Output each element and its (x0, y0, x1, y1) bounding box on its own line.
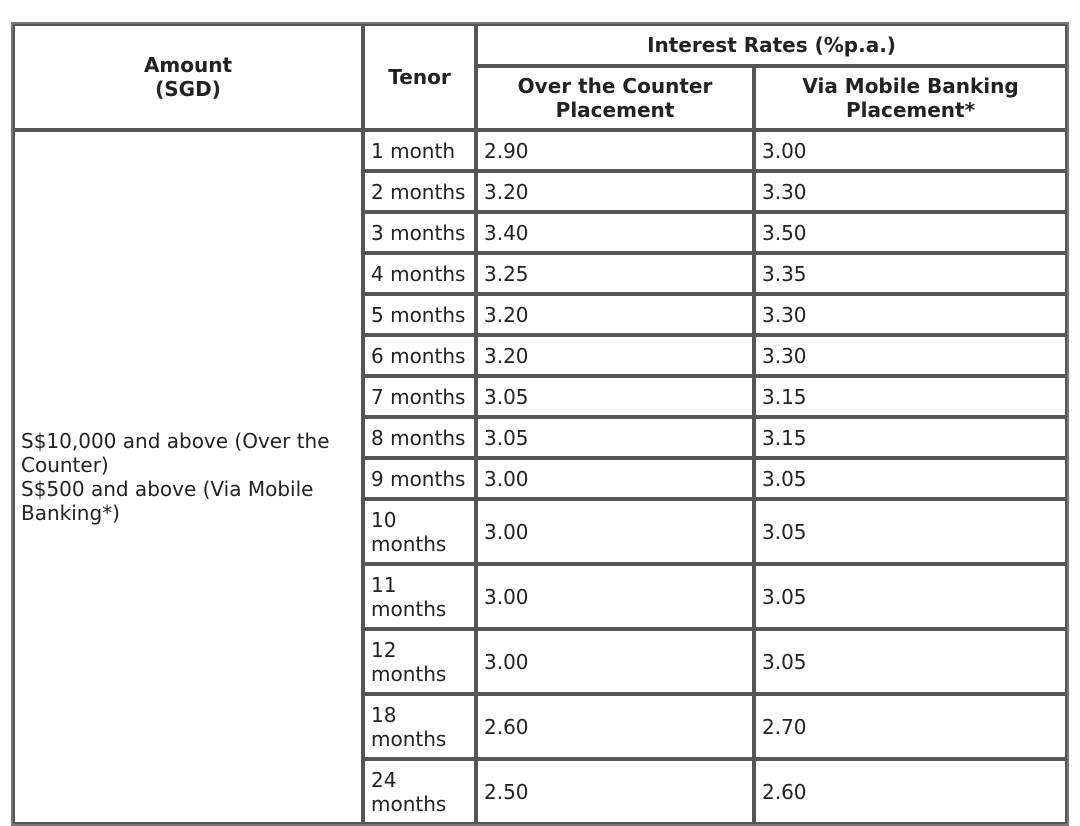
otc-rate-cell: 2.50 (476, 759, 754, 824)
tenor-header: Tenor (363, 24, 476, 130)
amount-header (13, 24, 363, 130)
mobile-rate-cell: 3.05 (754, 499, 1067, 564)
mobile-rate-cell: 3.05 (754, 629, 1067, 694)
otc-rate-cell: 3.05 (476, 417, 754, 458)
mobile-rate-cell: 3.15 (754, 417, 1067, 458)
rates-table-container (11, 22, 1065, 826)
amount-line: S$500 and above (Via Mobile Banking*) (21, 477, 314, 525)
interest-rates-table (11, 22, 1069, 826)
otc-rate-cell: 3.00 (476, 499, 754, 564)
otc-rate-cell: 3.00 (476, 564, 754, 629)
mobile-rate-cell: 3.30 (754, 294, 1067, 335)
amount-line: S$10,000 and above (Over the Counter) (21, 429, 330, 477)
tenor-cell: 12 months (363, 629, 476, 694)
otc-rate-cell: 3.40 (476, 212, 754, 253)
mobile-rate-cell: 3.00 (754, 130, 1067, 171)
mobile-rate-cell: 2.70 (754, 694, 1067, 759)
tenor-cell: 6 months (363, 335, 476, 376)
tenor-cell: 9 months (363, 458, 476, 499)
otc-rate-cell: 3.20 (476, 171, 754, 212)
tenor-cell: 7 months (363, 376, 476, 417)
tenor-cell: 4 months (363, 253, 476, 294)
table-body (13, 130, 1067, 824)
otc-rate-cell: 3.20 (476, 294, 754, 335)
amount-header-line1: Amount (143, 53, 233, 77)
otc-rate-cell: 2.60 (476, 694, 754, 759)
mobile-header: Via Mobile Banking Placement* (754, 66, 1067, 130)
tenor-cell: 8 months (363, 417, 476, 458)
amount-cell (13, 130, 363, 824)
mobile-rate-cell: 3.30 (754, 335, 1067, 376)
tenor-cell: 10 months (363, 499, 476, 564)
tenor-cell: 2 months (363, 171, 476, 212)
mobile-rate-cell: 3.35 (754, 253, 1067, 294)
table-row (13, 130, 1067, 171)
mobile-rate-cell: 3.30 (754, 171, 1067, 212)
mobile-rate-cell: 2.60 (754, 759, 1067, 824)
mobile-rate-cell: 3.05 (754, 564, 1067, 629)
mobile-rate-cell: 3.05 (754, 458, 1067, 499)
header-row (13, 24, 1067, 66)
tenor-cell: 11 months (363, 564, 476, 629)
tenor-cell: 24 months (363, 759, 476, 824)
mobile-rate-cell: 3.15 (754, 376, 1067, 417)
otc-header: Over the Counter Placement (476, 66, 754, 130)
mobile-rate-cell: 3.50 (754, 212, 1067, 253)
tenor-cell: 18 months (363, 694, 476, 759)
tenor-cell: 5 months (363, 294, 476, 335)
tenor-cell: 3 months (363, 212, 476, 253)
otc-rate-cell: 2.90 (476, 130, 754, 171)
otc-rate-cell: 3.00 (476, 629, 754, 694)
interest-rates-header: Interest Rates (%p.a.) (476, 24, 1067, 66)
otc-rate-cell: 3.25 (476, 253, 754, 294)
amount-header-line2: (SGD) (155, 77, 221, 101)
otc-rate-cell: 3.00 (476, 458, 754, 499)
otc-rate-cell: 3.20 (476, 335, 754, 376)
otc-rate-cell: 3.05 (476, 376, 754, 417)
tenor-cell: 1 month (363, 130, 476, 171)
